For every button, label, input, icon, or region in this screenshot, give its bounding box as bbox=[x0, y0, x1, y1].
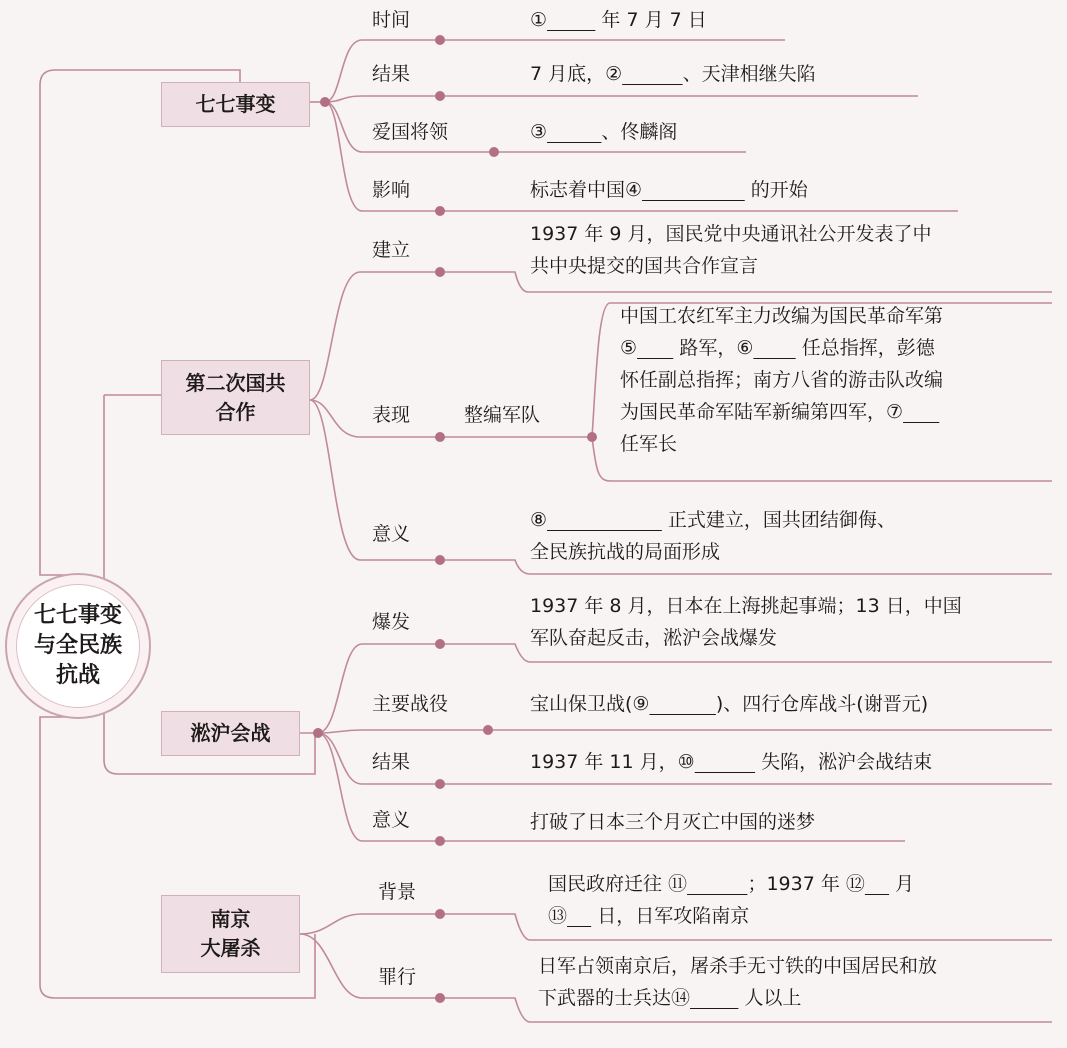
text-line bbox=[530, 806, 815, 838]
answer-blank[interactable] bbox=[903, 401, 939, 423]
answer-blank[interactable] bbox=[753, 337, 795, 359]
answer-blank[interactable] bbox=[547, 9, 595, 31]
text-line bbox=[530, 250, 932, 282]
text-result bbox=[530, 58, 816, 90]
text-segment: 1937 年 9 月，国民党中央通讯社公开发表了中 bbox=[530, 223, 932, 245]
answer-blank[interactable] bbox=[567, 905, 591, 927]
text-line bbox=[530, 746, 932, 778]
label-outbreak: 爆发 bbox=[372, 611, 411, 633]
text-outbreak bbox=[530, 590, 962, 654]
text-line bbox=[530, 116, 677, 148]
answer-blank[interactable] bbox=[547, 509, 662, 531]
answer-blank[interactable] bbox=[622, 63, 682, 85]
text-segment: 的开始 bbox=[744, 179, 808, 201]
section-box-qiqi: 七七事变 bbox=[161, 82, 310, 127]
text-segment: 、佟麟阁 bbox=[601, 121, 678, 143]
text-line bbox=[620, 364, 943, 396]
text-segment: 怀任副总指挥；南方八省的游击队改编 bbox=[620, 369, 944, 391]
text-line bbox=[530, 536, 896, 568]
text-segment: )、四行仓库战斗(谢晋元) bbox=[715, 693, 929, 715]
text-segment: 任总指挥，彭德 bbox=[795, 337, 935, 359]
text-line bbox=[620, 428, 943, 460]
text-segment: 标志着中国④ bbox=[530, 179, 643, 201]
text-line bbox=[530, 688, 928, 720]
text-line bbox=[538, 982, 937, 1014]
text-background bbox=[548, 868, 914, 932]
text-segment: 任军长 bbox=[620, 433, 678, 455]
text-segment: 打破了日本三个月灭亡中国的迷梦 bbox=[530, 811, 816, 833]
text-result-2 bbox=[530, 746, 932, 778]
text-segment: 中国工农红军主力改编为国民革命军第 bbox=[620, 305, 944, 327]
text-battles bbox=[530, 688, 928, 720]
text-segment: ⑤ bbox=[620, 337, 638, 359]
text-reorganize bbox=[620, 300, 943, 460]
text-segment: 下武器的士兵达⑭ bbox=[538, 987, 691, 1009]
text-segment: 年 7 月 7 日 bbox=[595, 9, 707, 31]
answer-blank[interactable] bbox=[642, 179, 745, 201]
text-segment: 共中央提交的国共合作宣言 bbox=[530, 255, 759, 277]
section-box-guogong: 第二次国共 合作 bbox=[161, 360, 310, 435]
text-line bbox=[530, 622, 962, 654]
text-line bbox=[548, 868, 914, 900]
text-segment: ① bbox=[530, 9, 548, 31]
text-segment: 月 bbox=[889, 873, 915, 895]
label-result: 结果 bbox=[372, 63, 411, 85]
text-segment: 失陷，淞沪会战结束 bbox=[755, 751, 933, 773]
section-box-nanjing: 南京 大屠杀 bbox=[161, 895, 300, 973]
text-segment: 人以上 bbox=[738, 987, 802, 1009]
label-significance-2: 意义 bbox=[372, 809, 411, 831]
label-significance: 意义 bbox=[372, 523, 411, 545]
text-segment: 、天津相继失陷 bbox=[682, 63, 816, 85]
text-segment: 军队奋起反击，淞沪会战爆发 bbox=[530, 627, 778, 649]
answer-blank[interactable] bbox=[547, 121, 601, 143]
text-line bbox=[530, 218, 932, 250]
label-reorganize: 整编军队 bbox=[464, 404, 541, 426]
section-box-songhu: 淞沪会战 bbox=[161, 711, 300, 756]
text-segment: ③ bbox=[530, 121, 548, 143]
answer-blank[interactable] bbox=[687, 873, 747, 895]
text-segment: 7 月底，② bbox=[530, 63, 623, 85]
text-atrocity bbox=[538, 950, 937, 1014]
label-time: 时间 bbox=[372, 9, 411, 31]
label-generals: 爱国将领 bbox=[372, 121, 449, 143]
text-segment: ⑬ bbox=[548, 905, 568, 927]
text-segment: 路军，⑥ bbox=[673, 337, 754, 359]
text-line bbox=[530, 58, 816, 90]
text-significance-2 bbox=[530, 806, 815, 838]
answer-blank[interactable] bbox=[649, 693, 715, 715]
text-line bbox=[620, 332, 943, 364]
text-segment: 日，日军攻陷南京 bbox=[591, 905, 750, 927]
text-line bbox=[530, 504, 896, 536]
root-node bbox=[5, 573, 151, 719]
text-establish bbox=[530, 218, 932, 282]
text-segment: 国民政府迁往 ⑪ bbox=[548, 873, 688, 895]
text-line bbox=[538, 950, 937, 982]
root-title: 七七事变 与全民族 抗战 bbox=[16, 584, 140, 708]
text-segment: 为国民革命军陆军新编第四军，⑦ bbox=[620, 401, 904, 423]
text-segment: 宝山保卫战(⑨ bbox=[530, 693, 650, 715]
text-time bbox=[530, 4, 707, 36]
label-battles: 主要战役 bbox=[372, 693, 449, 715]
label-performance: 表现 bbox=[372, 404, 411, 426]
label-background: 背景 bbox=[378, 881, 417, 903]
text-segment: 1937 年 11 月，⑩ bbox=[530, 751, 695, 773]
answer-blank[interactable] bbox=[690, 987, 738, 1009]
answer-blank[interactable] bbox=[695, 751, 755, 773]
text-segment: 正式建立，国共团结御侮、 bbox=[661, 509, 896, 531]
text-segment: 日军占领南京后，屠杀手无寸铁的中国居民和放 bbox=[538, 955, 938, 977]
text-segment: 全民族抗战的局面形成 bbox=[530, 541, 721, 563]
text-line bbox=[530, 174, 808, 206]
label-result-2: 结果 bbox=[372, 751, 411, 773]
text-impact bbox=[530, 174, 808, 206]
label-establish: 建立 bbox=[372, 239, 411, 261]
answer-blank[interactable] bbox=[637, 337, 673, 359]
answer-blank[interactable] bbox=[865, 873, 889, 895]
label-impact: 影响 bbox=[372, 179, 411, 201]
text-segment: 1937 年 8 月，日本在上海挑起事端；13 日，中国 bbox=[530, 595, 962, 617]
text-segment: ；1937 年 ⑫ bbox=[747, 873, 865, 895]
text-line bbox=[530, 4, 707, 36]
text-line bbox=[530, 590, 962, 622]
text-segment: ⑧ bbox=[530, 509, 548, 531]
text-line bbox=[620, 396, 943, 428]
text-generals bbox=[530, 116, 677, 148]
text-line bbox=[548, 900, 914, 932]
label-atrocity: 罪行 bbox=[378, 966, 417, 988]
text-significance bbox=[530, 504, 896, 568]
text-line bbox=[620, 300, 943, 332]
